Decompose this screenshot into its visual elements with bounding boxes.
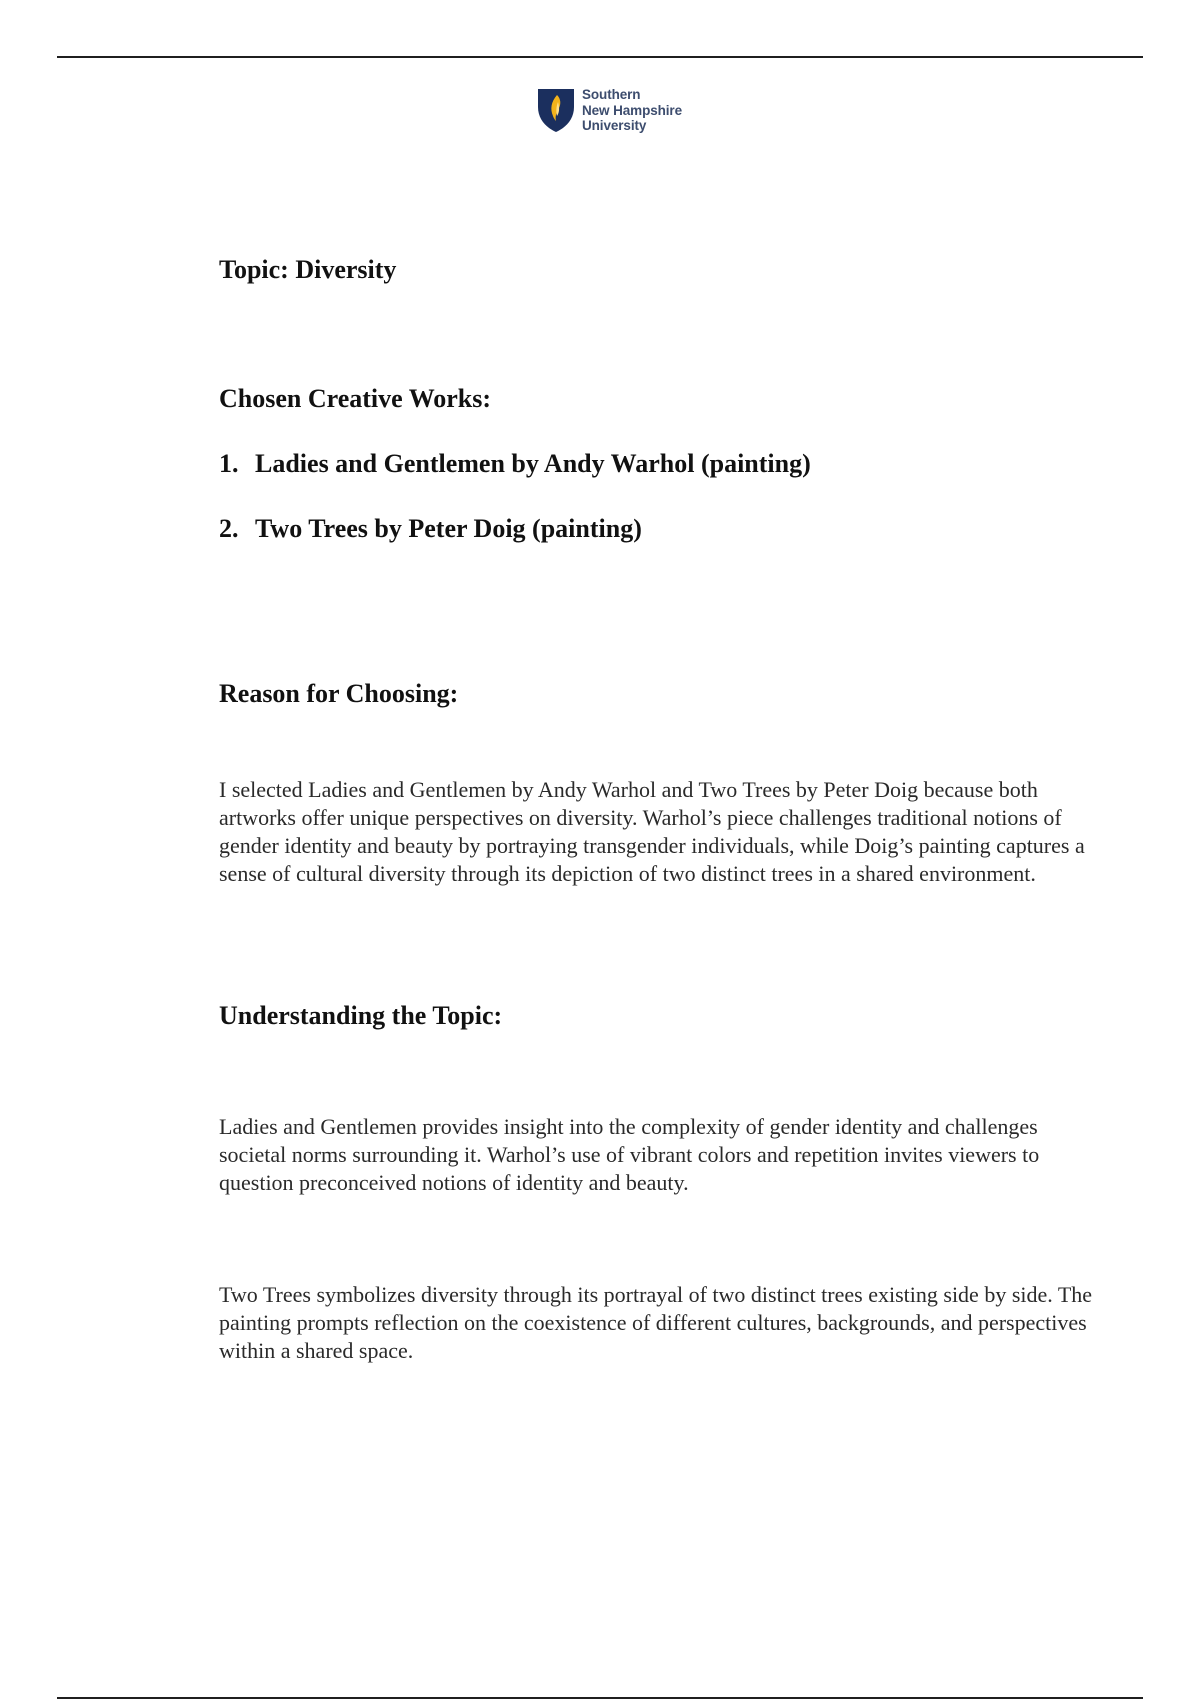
understanding-heading: Understanding the Topic: (219, 1001, 503, 1030)
reason-heading: Reason for Choosing: (219, 679, 459, 708)
understanding-paragraph-2: Two Trees symbolizes diversity through its portrayal of two distinct trees existing side by side. The painting prompts reflection on the coexistence of different cultures, backgrounds, and perspectives within a shared space. (219, 1282, 1093, 1363)
bottom-rule (57, 1697, 1143, 1699)
logo-line-1: Southern (582, 87, 641, 102)
list-item (219, 449, 811, 479)
list-item (219, 514, 642, 544)
reason-paragraph: I selected Ladies and Gentlemen by Andy Warhol and Two Trees by Peter Doig because both artworks offer unique perspectives on diversity. Warhol’s piece challenges traditional notions of gender identity and beauty by portraying transgender individuals, while Doig’s painting captures a sense of cultural diversity through its depiction of two distinct trees in a shared environment. (219, 777, 1085, 886)
topic-heading: Topic: Diversity (219, 255, 397, 284)
logo-line-3: University (582, 118, 647, 133)
list-text: Ladies and Gentlemen by Andy Warhol (painting) (255, 449, 811, 478)
list-number: 1. (219, 449, 239, 478)
works-heading: Chosen Creative Works: (219, 384, 492, 413)
list-number: 2. (219, 514, 239, 543)
logo-line-2: New Hampshire (582, 102, 682, 118)
university-logo (536, 87, 682, 134)
top-rule (57, 56, 1143, 58)
understanding-paragraph-1: Ladies and Gentlemen provides insight into the complexity of gender identity and challenges societal norms surrounding it. Warhol’s use of vibrant colors and repetition invites viewers to question preconceived notions of identity and beauty. (219, 1114, 1040, 1195)
list-text: Two Trees by Peter Doig (painting) (255, 514, 642, 543)
shield-flame-icon (536, 87, 576, 133)
